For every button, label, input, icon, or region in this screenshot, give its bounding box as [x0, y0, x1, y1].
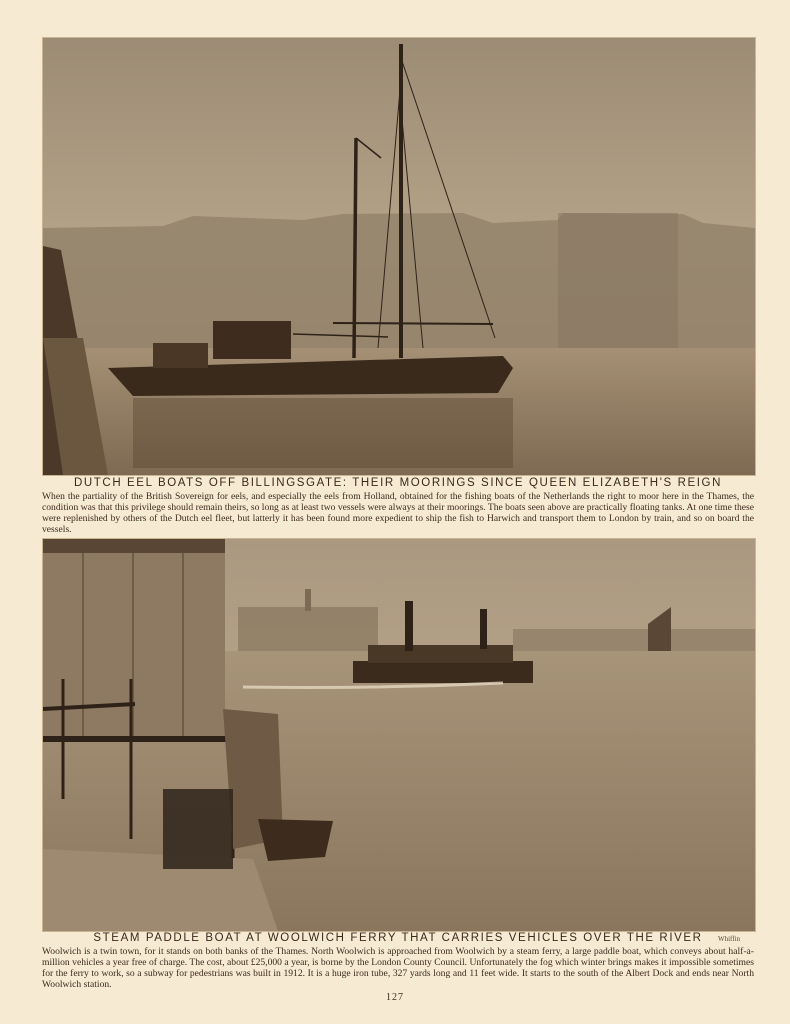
photo-1-caption-title: DUTCH EEL BOATS OFF BILLINGSGATE: THEIR MOORINGS SINCE QUEEN ELIZABETH'S REIGN — [74, 477, 722, 489]
photo-2-caption-body: Woolwich is a twin town, for it stands on both banks of the Thames. North Woolwich is approached from Woolwich by a steam ferry, a large paddle boat, which conveys about half-a-million vehicles a year free of charge. The cost, about £25,000 a year, is borne by the London County Council. Unfortunately the fog which winter brings makes it impossible sometimes for the ferry to work, so a subway for pedestrians was built in 1912. It is a huge iron tube, 327 yards long and 11 feet wide. It starts to the south of the Albert Dock and ends near North Woolwich station. — [42, 946, 754, 990]
photo-credit: Whiffin — [718, 935, 741, 943]
photo-dutch-eel-boats-image — [43, 38, 755, 475]
photo-2-caption-title: STEAM PADDLE BOAT AT WOOLWICH FERRY THAT CARRIES VEHICLES OVER THE RIVER — [93, 932, 703, 944]
page-number: 127 — [386, 992, 404, 1003]
photo-1-caption-body: When the partiality of the British Sovereign for eels, and especially the eels from Holland, obtained for the fishing boats of the Netherlands the right to moor here in the Thames, the condition was that this privilege should remain theirs, so long as at least two vessels were always at their moorings. The boats seen above are practically floating tanks. At one time these were replenished by others of the Dutch eel fleet, but latterly it has been found more expedient to ship the fish to Harwich and transport them to London by train, and so on board the vessels. — [42, 491, 754, 535]
photo-dutch-eel-boats — [42, 37, 756, 476]
photo-woolwich-ferry-image — [43, 539, 755, 931]
photo-woolwich-ferry — [42, 538, 756, 932]
